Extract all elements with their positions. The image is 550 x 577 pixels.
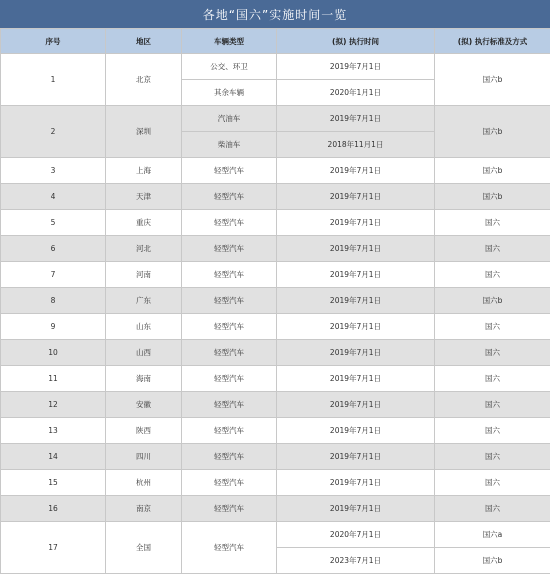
- cell-date: 2019年7月1日: [277, 496, 435, 522]
- header-no: 序号: [1, 29, 106, 54]
- cell-no: 12: [1, 392, 106, 418]
- cell-date: 2019年7月1日: [277, 444, 435, 470]
- cell-date: 2019年7月1日: [277, 418, 435, 444]
- table-title: [0, 0, 550, 28]
- cell-vehicle-type: 公交、环卫: [182, 54, 277, 80]
- cell-vehicle-type: 轻型汽车: [182, 444, 277, 470]
- cell-region: 天津: [106, 184, 182, 210]
- cell-region: 河南: [106, 262, 182, 288]
- cell-vehicle-type: 柴油车: [182, 132, 277, 158]
- header-row: [1, 29, 550, 54]
- table-row: [1, 392, 550, 418]
- table-row: [1, 340, 550, 366]
- cell-vehicle-type: 其余车辆: [182, 80, 277, 106]
- cell-region: 广东: [106, 288, 182, 314]
- cell-date: 2020年7月1日: [277, 522, 435, 548]
- header-date: (拟) 执行时间: [277, 29, 435, 54]
- cell-region: 四川: [106, 444, 182, 470]
- cell-standard: 国六a: [435, 522, 550, 548]
- cell-date: 2019年7月1日: [277, 262, 435, 288]
- cell-standard: 国六: [435, 470, 550, 496]
- cell-standard: 国六: [435, 262, 550, 288]
- cell-region: 河北: [106, 236, 182, 262]
- header-standard: (拟) 执行标准及方式: [435, 29, 550, 54]
- table-row: [1, 158, 550, 184]
- cell-standard: 国六b: [435, 106, 550, 158]
- cell-region: 重庆: [106, 210, 182, 236]
- cell-date: 2023年7月1日: [277, 548, 435, 574]
- cell-vehicle-type: 轻型汽车: [182, 158, 277, 184]
- cell-no: 2: [1, 106, 106, 158]
- cell-standard: 国六: [435, 418, 550, 444]
- cell-date: 2019年7月1日: [277, 340, 435, 366]
- cell-no: 6: [1, 236, 106, 262]
- table-row: [1, 366, 550, 392]
- cell-no: 7: [1, 262, 106, 288]
- cell-standard: 国六b: [435, 158, 550, 184]
- cell-vehicle-type: 轻型汽车: [182, 470, 277, 496]
- cell-date: 2020年1月1日: [277, 80, 435, 106]
- cell-no: 5: [1, 210, 106, 236]
- cell-date: 2019年7月1日: [277, 366, 435, 392]
- cell-date: 2019年7月1日: [277, 392, 435, 418]
- table-header: [1, 29, 550, 54]
- cell-date: 2019年7月1日: [277, 210, 435, 236]
- cell-date: 2019年7月1日: [277, 106, 435, 132]
- cell-standard: 国六: [435, 340, 550, 366]
- cell-vehicle-type: 轻型汽车: [182, 340, 277, 366]
- cell-vehicle-type: 轻型汽车: [182, 522, 277, 574]
- table-row: [1, 106, 550, 132]
- cell-no: 4: [1, 184, 106, 210]
- cell-region: 安徽: [106, 392, 182, 418]
- cell-no: 3: [1, 158, 106, 184]
- table-row: [1, 184, 550, 210]
- cell-date: 2019年7月1日: [277, 54, 435, 80]
- cell-standard: 国六: [435, 444, 550, 470]
- cell-standard: 国六b: [435, 288, 550, 314]
- cell-date: 2018年11月1日: [277, 132, 435, 158]
- cell-region: 山西: [106, 340, 182, 366]
- table-row: [1, 444, 550, 470]
- table-row: [1, 236, 550, 262]
- cell-vehicle-type: 轻型汽车: [182, 262, 277, 288]
- cell-region: 北京: [106, 54, 182, 106]
- cell-vehicle-type: 轻型汽车: [182, 392, 277, 418]
- cell-vehicle-type: 轻型汽车: [182, 210, 277, 236]
- cell-standard: 国六b: [435, 184, 550, 210]
- cell-date: 2019年7月1日: [277, 236, 435, 262]
- cell-vehicle-type: 轻型汽车: [182, 366, 277, 392]
- cell-region: 南京: [106, 496, 182, 522]
- cell-vehicle-type: 轻型汽车: [182, 288, 277, 314]
- cell-no: 11: [1, 366, 106, 392]
- cell-date: 2019年7月1日: [277, 184, 435, 210]
- cell-no: 17: [1, 522, 106, 574]
- header-vehicle-type: 车辆类型: [182, 29, 277, 54]
- table-row: [1, 54, 550, 80]
- cell-date: 2019年7月1日: [277, 158, 435, 184]
- table-row: [1, 496, 550, 522]
- cell-vehicle-type: 轻型汽车: [182, 418, 277, 444]
- cell-vehicle-type: 轻型汽车: [182, 496, 277, 522]
- cell-vehicle-type: 汽油车: [182, 106, 277, 132]
- table-row: [1, 418, 550, 444]
- cell-standard: 国六: [435, 392, 550, 418]
- cell-region: 陕西: [106, 418, 182, 444]
- cell-date: 2019年7月1日: [277, 314, 435, 340]
- table-title-text: 各地“国六”实施时间一览: [202, 7, 348, 22]
- cell-no: 9: [1, 314, 106, 340]
- table-body: [1, 54, 550, 574]
- cell-no: 13: [1, 418, 106, 444]
- cell-standard: 国六: [435, 236, 550, 262]
- cell-standard: 国六: [435, 314, 550, 340]
- cell-region: 海南: [106, 366, 182, 392]
- cell-no: 14: [1, 444, 106, 470]
- cell-standard: 国六: [435, 366, 550, 392]
- cell-vehicle-type: 轻型汽车: [182, 236, 277, 262]
- cell-date: 2019年7月1日: [277, 288, 435, 314]
- cell-vehicle-type: 轻型汽车: [182, 184, 277, 210]
- cell-standard: 国六b: [435, 54, 550, 106]
- table-row: [1, 470, 550, 496]
- cell-region: 山东: [106, 314, 182, 340]
- cell-no: 10: [1, 340, 106, 366]
- cell-standard: 国六: [435, 210, 550, 236]
- cell-standard: 国六: [435, 496, 550, 522]
- cell-no: 1: [1, 54, 106, 106]
- cell-date: 2019年7月1日: [277, 470, 435, 496]
- table-row: [1, 262, 550, 288]
- cell-no: 16: [1, 496, 106, 522]
- table-row: [1, 314, 550, 340]
- cell-region: 深圳: [106, 106, 182, 158]
- cell-no: 8: [1, 288, 106, 314]
- cell-region: 全国: [106, 522, 182, 574]
- table-row: [1, 288, 550, 314]
- table-row: [1, 210, 550, 236]
- cell-standard: 国六b: [435, 548, 550, 574]
- cell-region: 上海: [106, 158, 182, 184]
- implementation-table: [0, 28, 550, 574]
- table-row: [1, 522, 550, 548]
- cell-region: 杭州: [106, 470, 182, 496]
- cell-vehicle-type: 轻型汽车: [182, 314, 277, 340]
- cell-no: 15: [1, 470, 106, 496]
- header-region: 地区: [106, 29, 182, 54]
